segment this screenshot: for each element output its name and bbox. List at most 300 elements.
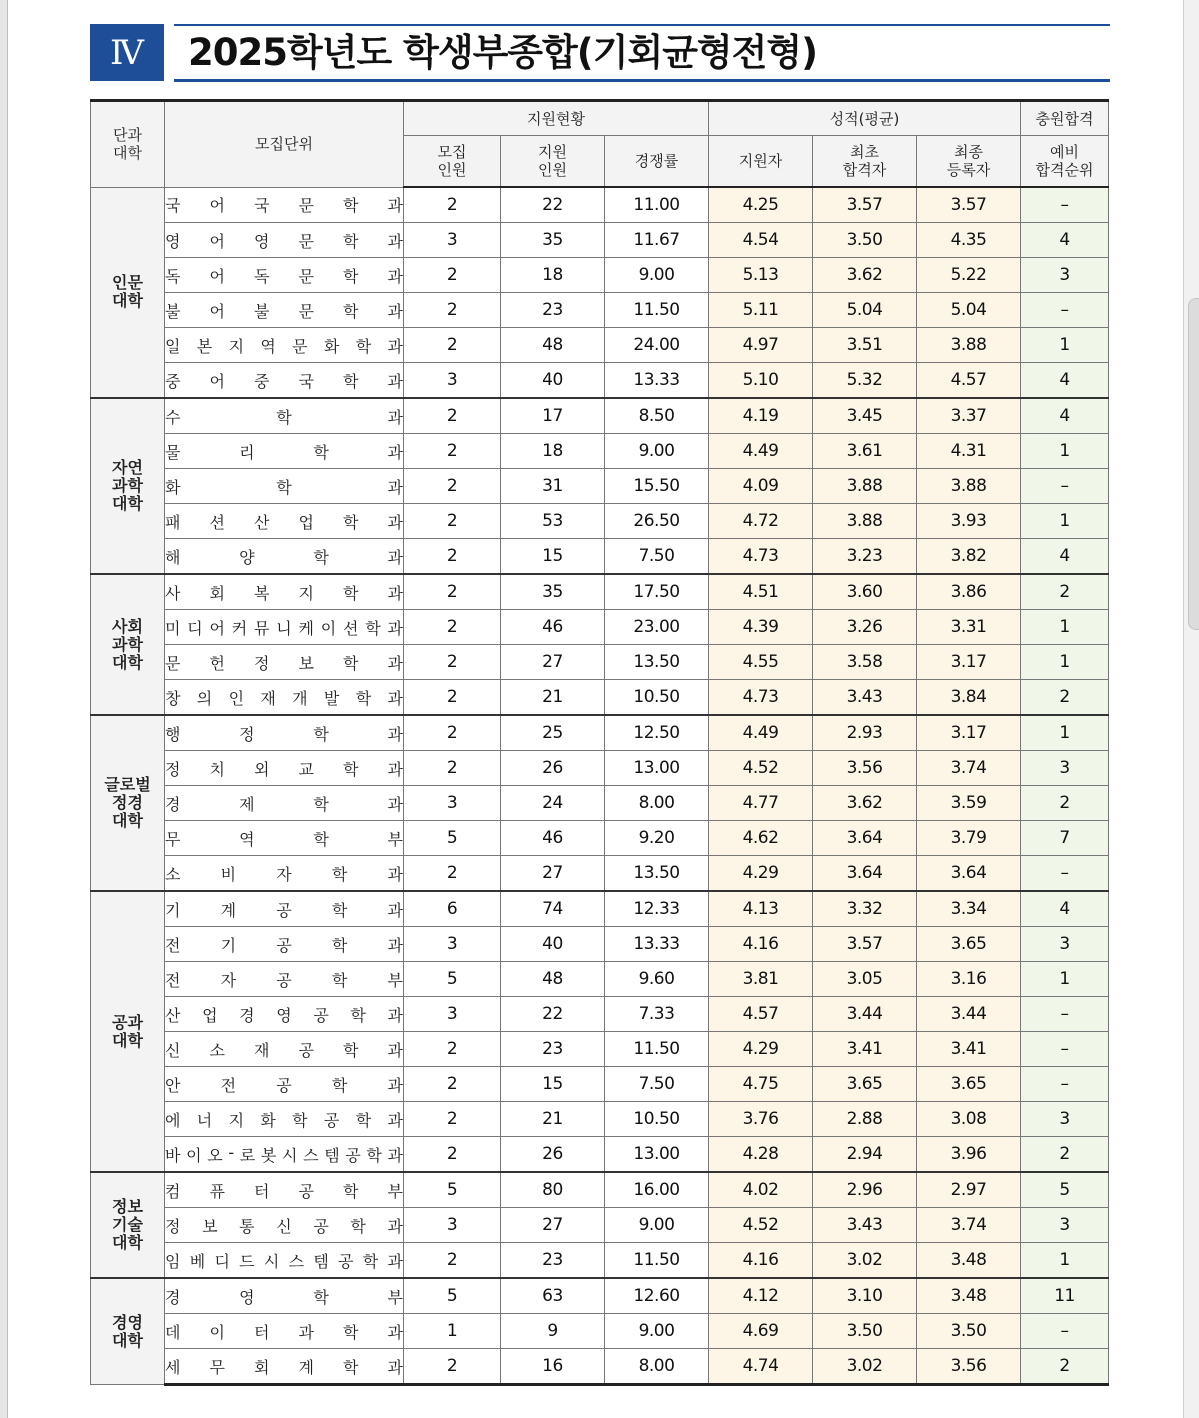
header-applicants: 지원 인원 <box>501 136 605 188</box>
waitlist-rank-cell: 3 <box>1021 927 1109 962</box>
grade-applicants-cell: 3.76 <box>709 1102 813 1137</box>
college-name: 정보 기술 대학 <box>112 1197 143 1252</box>
unit-char: 학 <box>331 1075 348 1095</box>
unit-char: 공 <box>298 1181 314 1201</box>
quota-cell: 2 <box>404 645 501 680</box>
unit-char: 템 <box>324 1145 340 1165</box>
unit-char: 계 <box>220 900 237 920</box>
table-row <box>91 293 1109 328</box>
unit-char: 학 <box>343 512 359 532</box>
unit-char: 퓨 <box>209 1181 225 1201</box>
unit-char: 화 <box>323 336 340 356</box>
applicants-cell: 18 <box>501 434 605 469</box>
grade-applicants-cell: 4.73 <box>709 539 813 575</box>
quota-cell: 2 <box>404 1243 501 1279</box>
unit-char: 션 <box>209 512 225 532</box>
table-row <box>91 504 1109 539</box>
unit-name <box>165 510 403 533</box>
grade-applicants-cell: 4.29 <box>709 1032 813 1067</box>
college-cell <box>91 891 165 1172</box>
unit-char: 학 <box>343 1322 359 1342</box>
grade-final-registered-cell: 5.04 <box>917 293 1021 328</box>
unit-char: 패 <box>165 512 181 532</box>
waitlist-rank-cell: 3 <box>1021 751 1109 786</box>
grade-final-registered-cell: 3.50 <box>917 1314 1021 1349</box>
unit-char: 전 <box>165 970 181 990</box>
table-row <box>91 786 1109 821</box>
competition-cell: 26.50 <box>605 504 709 539</box>
unit-char: 케 <box>298 618 314 638</box>
grade-first-pass-cell: 3.02 <box>813 1243 917 1279</box>
waitlist-rank-cell: – <box>1021 856 1109 892</box>
grade-first-pass-cell: 2.96 <box>813 1172 917 1208</box>
quota-cell: 2 <box>404 715 501 751</box>
unit-char: 비 <box>220 864 237 884</box>
quota-cell: 2 <box>404 504 501 539</box>
table-row <box>91 328 1109 363</box>
unit-char: 과 <box>387 688 403 708</box>
unit-char: 안 <box>165 1075 181 1095</box>
grade-first-pass-cell: 3.62 <box>813 786 917 821</box>
unit-char: 과 <box>387 266 403 286</box>
viewer-scrollbar-track[interactable] <box>1183 0 1199 1418</box>
table-row <box>91 1314 1109 1349</box>
table-row <box>91 1349 1109 1385</box>
unit-char: 바 <box>165 1145 181 1165</box>
grade-applicants-cell: 4.54 <box>709 223 813 258</box>
header-quota: 모집 인원 <box>404 136 501 188</box>
unit-char: 과 <box>387 935 403 955</box>
unit-char: 영 <box>165 231 181 251</box>
waitlist-rank-cell: 1 <box>1021 1243 1109 1279</box>
unit-char: 공 <box>298 1040 314 1060</box>
grade-final-registered-cell: 3.88 <box>917 469 1021 504</box>
unit-name <box>165 1355 403 1378</box>
unit-name <box>165 475 403 498</box>
unit-char: 불 <box>165 301 181 321</box>
table-row <box>91 856 1109 892</box>
grade-first-pass-cell: 3.43 <box>813 1208 917 1243</box>
unit-char: 과 <box>387 336 403 356</box>
waitlist-rank-cell: 4 <box>1021 539 1109 575</box>
grade-applicants-cell: 5.11 <box>709 293 813 328</box>
table-row <box>91 962 1109 997</box>
grade-first-pass-cell: 3.62 <box>813 258 917 293</box>
grade-applicants-cell: 4.97 <box>709 328 813 363</box>
quota-cell: 5 <box>404 821 501 856</box>
unit-char: 국 <box>254 196 270 216</box>
unit-char: 문 <box>298 301 314 321</box>
unit-char: 역 <box>260 336 276 356</box>
applicants-cell: 46 <box>501 610 605 645</box>
table-row <box>91 1243 1109 1279</box>
waitlist-rank-cell: 1 <box>1021 645 1109 680</box>
unit-char: 자 <box>276 864 292 884</box>
unit-char: 어 <box>209 266 225 286</box>
table-row <box>91 398 1109 434</box>
unit-char: 학 <box>343 231 359 251</box>
unit-char: 신 <box>276 1216 292 1236</box>
competition-cell: 13.50 <box>605 856 709 892</box>
applicants-cell: 23 <box>501 293 605 328</box>
grade-applicants-cell: 4.25 <box>709 187 813 223</box>
unit-char: 베 <box>189 1251 206 1271</box>
quota-cell: 2 <box>404 258 501 293</box>
unit-char: 전 <box>165 935 181 955</box>
unit-char: 오 <box>207 1145 223 1165</box>
grade-applicants-cell: 4.13 <box>709 891 813 927</box>
unit-char: 회 <box>254 1357 270 1377</box>
unit-char: 컴 <box>165 1181 181 1201</box>
unit-char: 헌 <box>209 653 225 673</box>
unit-char: 드 <box>239 1251 255 1271</box>
unit-char: 과 <box>387 1357 403 1377</box>
unit-char: 부 <box>387 1181 403 1201</box>
unit-char: - <box>228 1142 235 1162</box>
unit-cell <box>165 610 404 645</box>
unit-char: 경 <box>239 1005 255 1025</box>
unit-char: 학 <box>343 301 359 321</box>
grade-first-pass-cell: 3.05 <box>813 962 917 997</box>
unit-char: 학 <box>292 1110 308 1130</box>
unit-cell <box>165 786 404 821</box>
unit-char: 학 <box>350 1005 366 1025</box>
grade-final-registered-cell: 4.57 <box>917 363 1021 399</box>
competition-cell: 9.60 <box>605 962 709 997</box>
unit-char: 이 <box>209 1322 225 1342</box>
unit-char: 학 <box>331 900 348 920</box>
unit-char: 공 <box>276 970 292 990</box>
grade-final-registered-cell: 3.44 <box>917 997 1021 1032</box>
unit-char: 너 <box>196 1110 213 1130</box>
grade-applicants-cell: 4.74 <box>709 1349 813 1385</box>
grade-first-pass-cell: 2.94 <box>813 1137 917 1173</box>
unit-name <box>165 968 403 991</box>
unit-cell <box>165 891 404 927</box>
table-row <box>91 891 1109 927</box>
college-name: 자연 과학 대학 <box>112 458 143 513</box>
unit-char: 뮤 <box>254 618 270 638</box>
grade-first-pass-cell: 3.64 <box>813 821 917 856</box>
grade-applicants-cell: 5.13 <box>709 258 813 293</box>
unit-char: 과 <box>387 900 403 920</box>
college-cell <box>91 1278 165 1385</box>
unit-name <box>165 1320 403 1343</box>
unit-char: 역 <box>239 829 255 849</box>
unit-cell <box>165 363 404 399</box>
unit-char: 학 <box>313 724 329 744</box>
unit-name <box>165 440 403 463</box>
competition-cell: 7.33 <box>605 997 709 1032</box>
unit-char: 자 <box>220 970 237 990</box>
table-row <box>91 223 1109 258</box>
unit-name <box>165 827 403 850</box>
page-title: 2025학년도 학생부종합(기회균형전형) <box>188 31 818 74</box>
unit-char: 영 <box>254 231 270 251</box>
unit-cell <box>165 223 404 258</box>
unit-cell <box>165 680 404 716</box>
competition-cell: 23.00 <box>605 610 709 645</box>
grade-first-pass-cell: 3.50 <box>813 223 917 258</box>
competition-cell: 12.33 <box>605 891 709 927</box>
unit-char: 문 <box>165 653 181 673</box>
header-applicant-status: 지원현황 <box>404 101 709 136</box>
grade-first-pass-cell: 3.88 <box>813 469 917 504</box>
unit-char: 봇 <box>260 1145 277 1165</box>
applicants-cell: 35 <box>501 574 605 610</box>
grade-applicants-cell: 4.52 <box>709 1208 813 1243</box>
quota-cell: 5 <box>404 962 501 997</box>
unit-char: 인 <box>228 688 245 708</box>
unit-char: 과 <box>298 1322 314 1342</box>
unit-name <box>165 545 403 568</box>
unit-char: 과 <box>387 1075 403 1095</box>
unit-char: 과 <box>387 1322 403 1342</box>
table-row <box>91 1067 1109 1102</box>
unit-char: 공 <box>323 1110 340 1130</box>
unit-char: 과 <box>387 1005 403 1025</box>
grade-final-registered-cell: 3.79 <box>917 821 1021 856</box>
grade-final-registered-cell: 3.17 <box>917 715 1021 751</box>
unit-char: 과 <box>387 759 403 779</box>
quota-cell: 2 <box>404 1032 501 1067</box>
unit-char: 보 <box>202 1216 218 1236</box>
quota-cell: 2 <box>404 293 501 328</box>
competition-cell: 7.50 <box>605 1067 709 1102</box>
unit-char: 과 <box>387 301 403 321</box>
unit-char: 물 <box>165 442 181 462</box>
quota-cell: 2 <box>404 434 501 469</box>
unit-char: 문 <box>298 231 314 251</box>
unit-char: 로 <box>239 1145 256 1165</box>
grade-first-pass-cell: 3.41 <box>813 1032 917 1067</box>
grade-applicants-cell: 4.12 <box>709 1278 813 1314</box>
unit-char: 학 <box>355 336 372 356</box>
competition-cell: 10.50 <box>605 1102 709 1137</box>
unit-char: 경 <box>165 1287 181 1307</box>
grade-first-pass-cell: 3.43 <box>813 680 917 716</box>
unit-name <box>165 1073 403 1096</box>
unit-name <box>165 933 403 956</box>
table-row <box>91 1102 1109 1137</box>
grade-final-registered-cell: 3.57 <box>917 187 1021 223</box>
unit-char: 보 <box>298 653 314 673</box>
viewer-left-edge <box>0 0 8 1418</box>
unit-char: 무 <box>165 829 181 849</box>
waitlist-rank-cell: 4 <box>1021 363 1109 399</box>
grade-first-pass-cell: 3.60 <box>813 574 917 610</box>
unit-char: 션 <box>343 618 359 638</box>
unit-char: 문 <box>292 336 308 356</box>
grade-final-registered-cell: 3.88 <box>917 328 1021 363</box>
unit-char: 템 <box>313 1251 329 1271</box>
applicants-cell: 40 <box>501 363 605 399</box>
grade-final-registered-cell: 4.35 <box>917 223 1021 258</box>
unit-cell <box>165 258 404 293</box>
quota-cell: 2 <box>404 680 501 716</box>
unit-char: 학 <box>365 618 381 638</box>
grade-final-registered-cell: 3.93 <box>917 504 1021 539</box>
unit-char: 학 <box>313 1287 329 1307</box>
unit-char: 기 <box>165 900 181 920</box>
unit-char: 전 <box>220 1075 237 1095</box>
unit-char: 화 <box>165 477 181 497</box>
waitlist-rank-cell: 4 <box>1021 398 1109 434</box>
quota-cell: 2 <box>404 187 501 223</box>
unit-char: 학 <box>343 653 359 673</box>
section-header <box>90 24 1110 82</box>
unit-name <box>165 898 403 921</box>
unit-name <box>165 1143 403 1166</box>
applicants-cell: 63 <box>501 1278 605 1314</box>
competition-cell: 10.50 <box>605 680 709 716</box>
college-name: 인문 대학 <box>112 273 143 311</box>
college-name: 공과 대학 <box>112 1012 143 1050</box>
unit-char: 학 <box>313 794 329 814</box>
table-row <box>91 680 1109 716</box>
applicants-cell: 74 <box>501 891 605 927</box>
unit-char: 학 <box>343 583 359 603</box>
unit-char: 치 <box>209 759 225 779</box>
unit-name <box>165 229 403 252</box>
grade-applicants-cell: 5.10 <box>709 363 813 399</box>
unit-char: 어 <box>209 196 225 216</box>
grade-first-pass-cell: 3.26 <box>813 610 917 645</box>
waitlist-rank-cell: 5 <box>1021 1172 1109 1208</box>
header-grade-applicants: 지원자 <box>709 136 813 188</box>
title-rule-top <box>174 24 1110 26</box>
unit-char: 회 <box>209 583 225 603</box>
table-row <box>91 1032 1109 1067</box>
unit-name <box>165 264 403 287</box>
waitlist-rank-cell: 3 <box>1021 258 1109 293</box>
quota-cell: 5 <box>404 1278 501 1314</box>
quota-cell: 2 <box>404 328 501 363</box>
applicants-cell: 25 <box>501 715 605 751</box>
competition-cell: 11.67 <box>605 223 709 258</box>
grade-final-registered-cell: 3.37 <box>917 398 1021 434</box>
applicants-cell: 80 <box>501 1172 605 1208</box>
grade-first-pass-cell: 3.32 <box>813 891 917 927</box>
unit-char: 공 <box>276 900 292 920</box>
table-row <box>91 821 1109 856</box>
unit-name <box>165 369 403 392</box>
table-row <box>91 574 1109 610</box>
grade-applicants-cell: 4.16 <box>709 927 813 962</box>
competition-cell: 11.50 <box>605 1032 709 1067</box>
applicants-cell: 31 <box>501 469 605 504</box>
competition-cell: 11.00 <box>605 187 709 223</box>
unit-char: 학 <box>343 1181 359 1201</box>
competition-cell: 13.50 <box>605 645 709 680</box>
quota-cell: 3 <box>404 1208 501 1243</box>
competition-cell: 8.00 <box>605 1349 709 1385</box>
unit-name <box>165 405 403 428</box>
competition-cell: 12.60 <box>605 1278 709 1314</box>
applicants-cell: 40 <box>501 927 605 962</box>
unit-char: 에 <box>165 1110 181 1130</box>
unit-char: 업 <box>298 512 314 532</box>
unit-char: 과 <box>387 1216 403 1236</box>
grade-final-registered-cell: 3.48 <box>917 1278 1021 1314</box>
unit-char: 독 <box>165 266 181 286</box>
grade-first-pass-cell: 3.44 <box>813 997 917 1032</box>
grade-final-registered-cell: 3.56 <box>917 1349 1021 1385</box>
unit-char: 학 <box>366 1145 382 1165</box>
unit-cell <box>165 962 404 997</box>
unit-cell <box>165 821 404 856</box>
waitlist-rank-cell: 2 <box>1021 680 1109 716</box>
unit-char: 학 <box>313 442 329 462</box>
unit-char: 산 <box>254 512 270 532</box>
grade-first-pass-cell: 2.88 <box>813 1102 917 1137</box>
waitlist-rank-cell: – <box>1021 1314 1109 1349</box>
unit-char: 학 <box>355 688 372 708</box>
applicants-cell: 35 <box>501 223 605 258</box>
waitlist-rank-cell: 1 <box>1021 610 1109 645</box>
grade-first-pass-cell: 5.32 <box>813 363 917 399</box>
unit-char: 소 <box>165 864 181 884</box>
unit-char: 화 <box>260 1110 276 1130</box>
grade-final-registered-cell: 3.82 <box>917 539 1021 575</box>
table-row <box>91 1137 1109 1173</box>
unit-char: 복 <box>254 583 270 603</box>
unit-char: 부 <box>387 1287 403 1307</box>
quota-cell: 2 <box>404 856 501 892</box>
grade-applicants-cell: 4.02 <box>709 1172 813 1208</box>
applicants-cell: 18 <box>501 258 605 293</box>
grade-applicants-cell: 4.16 <box>709 1243 813 1279</box>
unit-char: 중 <box>254 371 270 391</box>
waitlist-rank-cell: 11 <box>1021 1278 1109 1314</box>
unit-char: 과 <box>387 618 403 638</box>
competition-cell: 12.50 <box>605 715 709 751</box>
unit-char: 학 <box>276 477 292 497</box>
viewer-scrollbar-thumb[interactable] <box>1188 298 1199 630</box>
unit-cell <box>165 645 404 680</box>
unit-char: 학 <box>343 266 359 286</box>
unit-char: 터 <box>254 1181 270 1201</box>
applicants-cell: 27 <box>501 856 605 892</box>
table-row <box>91 645 1109 680</box>
grade-applicants-cell: 4.28 <box>709 1137 813 1173</box>
college-cell <box>91 398 165 574</box>
unit-cell <box>165 1243 404 1279</box>
grade-final-registered-cell: 3.65 <box>917 927 1021 962</box>
unit-char: 학 <box>343 759 359 779</box>
unit-cell <box>165 1208 404 1243</box>
unit-char: 과 <box>387 794 403 814</box>
grade-first-pass-cell: 3.56 <box>813 751 917 786</box>
table-row <box>91 715 1109 751</box>
unit-cell <box>165 574 404 610</box>
grade-first-pass-cell: 5.04 <box>813 293 917 328</box>
table-body <box>91 187 1109 1385</box>
unit-cell <box>165 539 404 575</box>
unit-char: 지 <box>298 583 314 603</box>
grade-first-pass-cell: 3.57 <box>813 187 917 223</box>
header-grade-final-registered: 최종 등록자 <box>917 136 1021 188</box>
unit-char: 국 <box>298 371 314 391</box>
unit-char: 어 <box>209 301 225 321</box>
unit-char: 계 <box>298 1357 314 1377</box>
college-cell <box>91 715 165 891</box>
waitlist-rank-cell: – <box>1021 997 1109 1032</box>
unit-char: 과 <box>387 1040 403 1060</box>
unit-char: 학 <box>331 970 348 990</box>
unit-char: 어 <box>209 618 225 638</box>
competition-cell: 16.00 <box>605 1172 709 1208</box>
